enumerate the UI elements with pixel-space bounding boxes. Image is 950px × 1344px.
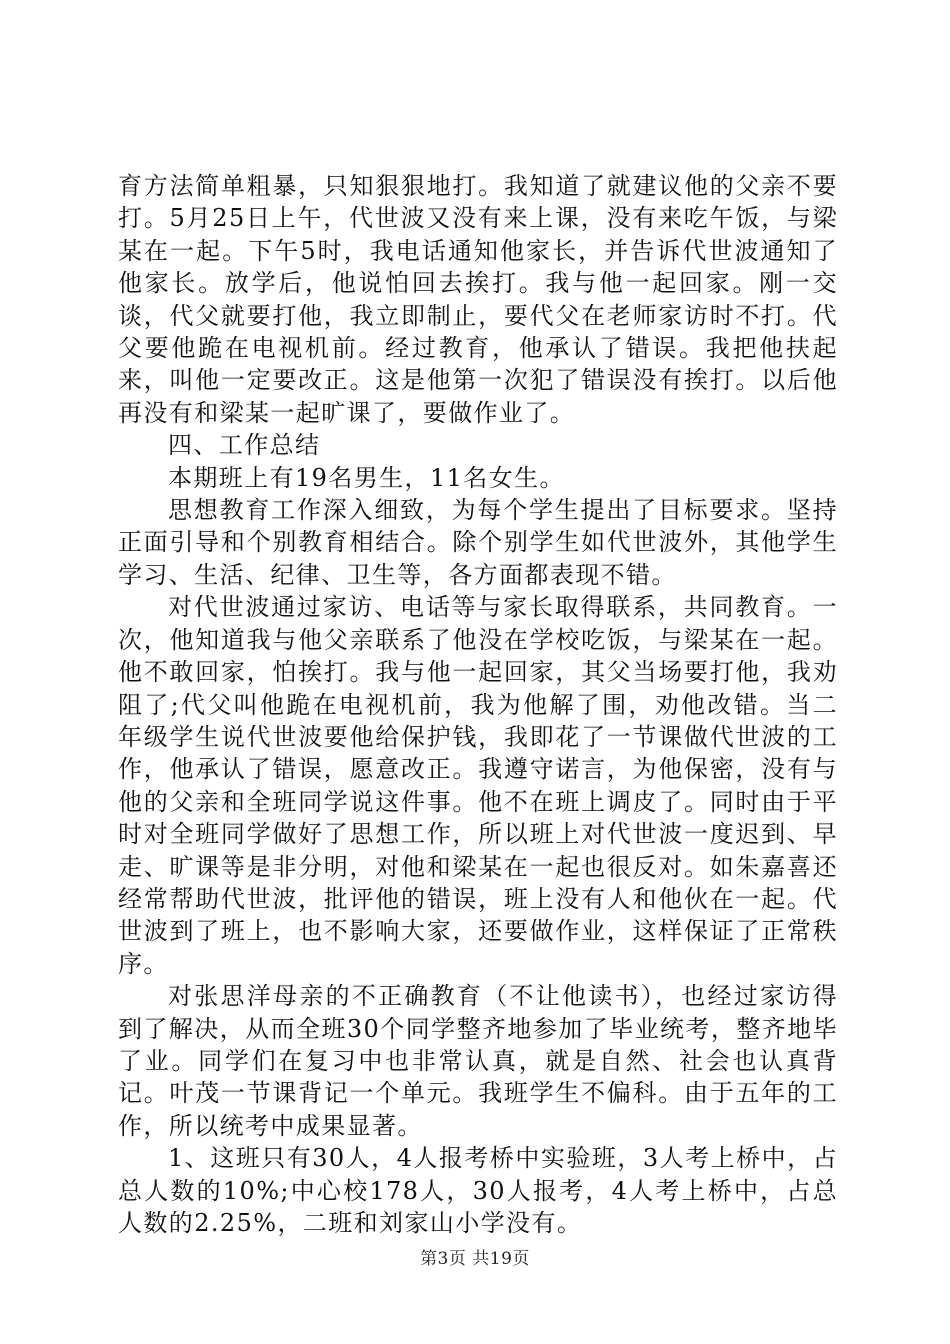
paragraph-dai-shibo: 对代世波通过家访、电话等与家长取得联系，共同教育。一次，他知道我与他父亲联系了他没在学校吃饭，与梁某在一起。他不敢回家，怕挨打。我与他一起回家，其父当场要打他，我劝阻了;代父叫他跪在电视机前，我为他解了围，劝他改错。当二年级学生说代世波要他给保护钱，我即花了一节课做代世波的工作，他承认了错误，愿意改正。我遵守诺言，为他保密，没有与他的父亲和全班同学说这件事。他不在班上调皮了。同时由于平时对全班同学做好了思想工作，所以班上对代世波一度迟到、早走、旷课等是非分明，对他和梁某在一起也很反对。如朱嘉喜还经常帮助代世波，批评他的错误，班上没有人和他伙在一起。代世波到了班上，也不影响大家，还要做作业，这样保证了正常秩序。	[118, 593, 838, 978]
page-number-footer: 第3页 共19页	[420, 1249, 530, 1269]
paragraph-continued: 育方法简单粗暴，只知狠狠地打。我知道了就建议他的父亲不要打。5月25日上午，代世波又没有来上课，没有来吃午饭，与梁某在一起。下午5时，我电话通知他家长，并告诉代世波通知了他家长。放学后，他说怕回去挨打。我与他一起回家。刚一交谈，代父就要打他，我立即制止，要代父在老师家访时不打。代父要他跪在电视机前。经过教育，他承认了错误。我把他扶起来，叫他一定要改正。这是他第一次犯了错误没有挨打。以后他再没有和梁某一起旷课了，要做作业了。	[118, 172, 838, 427]
paragraph-zhang-siyang: 对张思洋母亲的不正确教育（不让他读书），也经过家访得到了解决，从而全班30个同学整齐地参加了毕业统考，整齐地毕了业。同学们在复习中也非常认真，就是自然、社会也认真背记。叶茂一节课背记一个单元。我班学生不偏科。由于五年的工作，所以统考中成果显著。	[118, 982, 838, 1140]
paragraph-ideological-education: 思想教育工作深入细致，为每个学生提出了目标要求。坚持正面引导和个别教育相结合。除个别学生如代世波外，其他学生学习、生活、纪律、卫生等，各方面都表现不错。	[118, 496, 838, 589]
section-heading-work-summary: 四、工作总结	[168, 431, 321, 460]
paragraph-exam-results: 1、这班只有30人，4人报考桥中实验班，3人考上桥中，占总人数的10%;中心校178人，30人报考，4人考上桥中，占总人数的2.25%，二班和刘家山小学没有。	[118, 1144, 838, 1237]
document-body	[118, 170, 838, 1239]
paragraph-class-size: 本期班上有19名男生，11名女生。	[168, 463, 565, 492]
